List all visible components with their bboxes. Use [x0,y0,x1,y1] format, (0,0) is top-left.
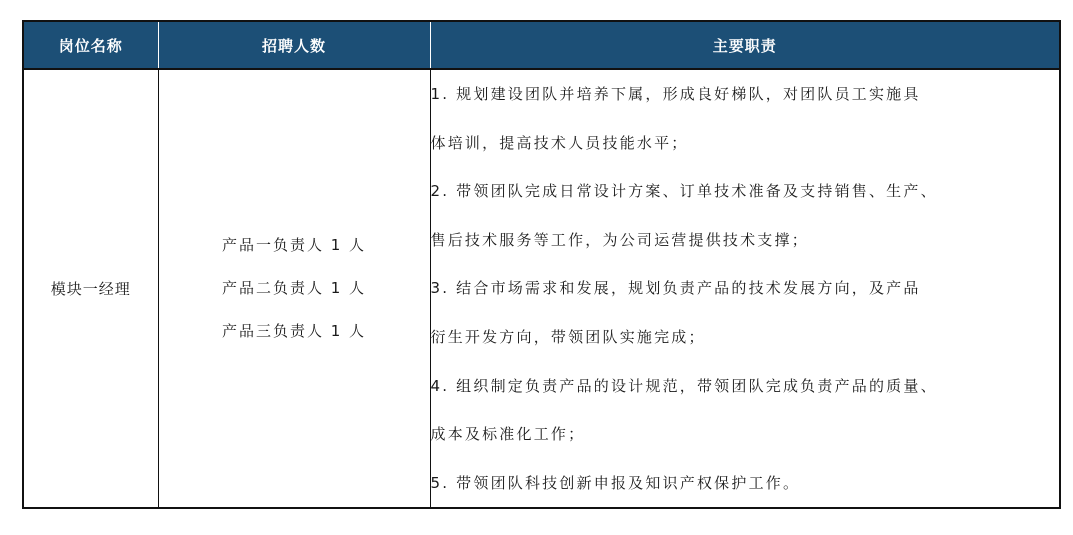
duty-line: 3. 结合市场需求和发展，规划负责产品的技术发展方向，及产品 [430,279,921,298]
duty-line: 5. 带领团队科技创新申报及知识产权保护工作。 [430,473,801,492]
duties-cell [430,69,1060,508]
header-position-name: 岗位名称 [23,21,158,69]
duty-line: 体培训，提高技术人员技能水平； [430,133,689,152]
table-header-row [23,21,1060,69]
duty-line: 成本及标准化工作； [430,425,586,444]
headcount-line: 产品三负责人 1 人 [221,322,367,341]
headcount-line: 产品一负责人 1 人 [221,236,367,255]
table-row [23,69,1060,508]
headcount-line: 产品二负责人 1 人 [221,279,367,298]
duty-line: 4. 组织制定负责产品的设计规范，带领团队完成负责产品的质量、 [430,376,938,395]
headcount-cell [158,69,430,508]
header-headcount: 招聘人数 [158,21,430,69]
duty-line: 售后技术服务等工作，为公司运营提供技术支撑； [430,230,809,249]
duty-line: 2. 带领团队完成日常设计方案、订单技术准备及支持销售、生产、 [430,182,938,201]
duty-line: 衍生开发方向，带领团队实施完成； [430,327,706,346]
header-main-duties: 主要职责 [430,21,1060,69]
duty-line: 1. 规划建设团队并培养下属，形成良好梯队，对团队员工实施具 [430,85,921,103]
position-cell: 模块一经理 [23,69,158,508]
job-responsibilities-table [22,20,1061,509]
